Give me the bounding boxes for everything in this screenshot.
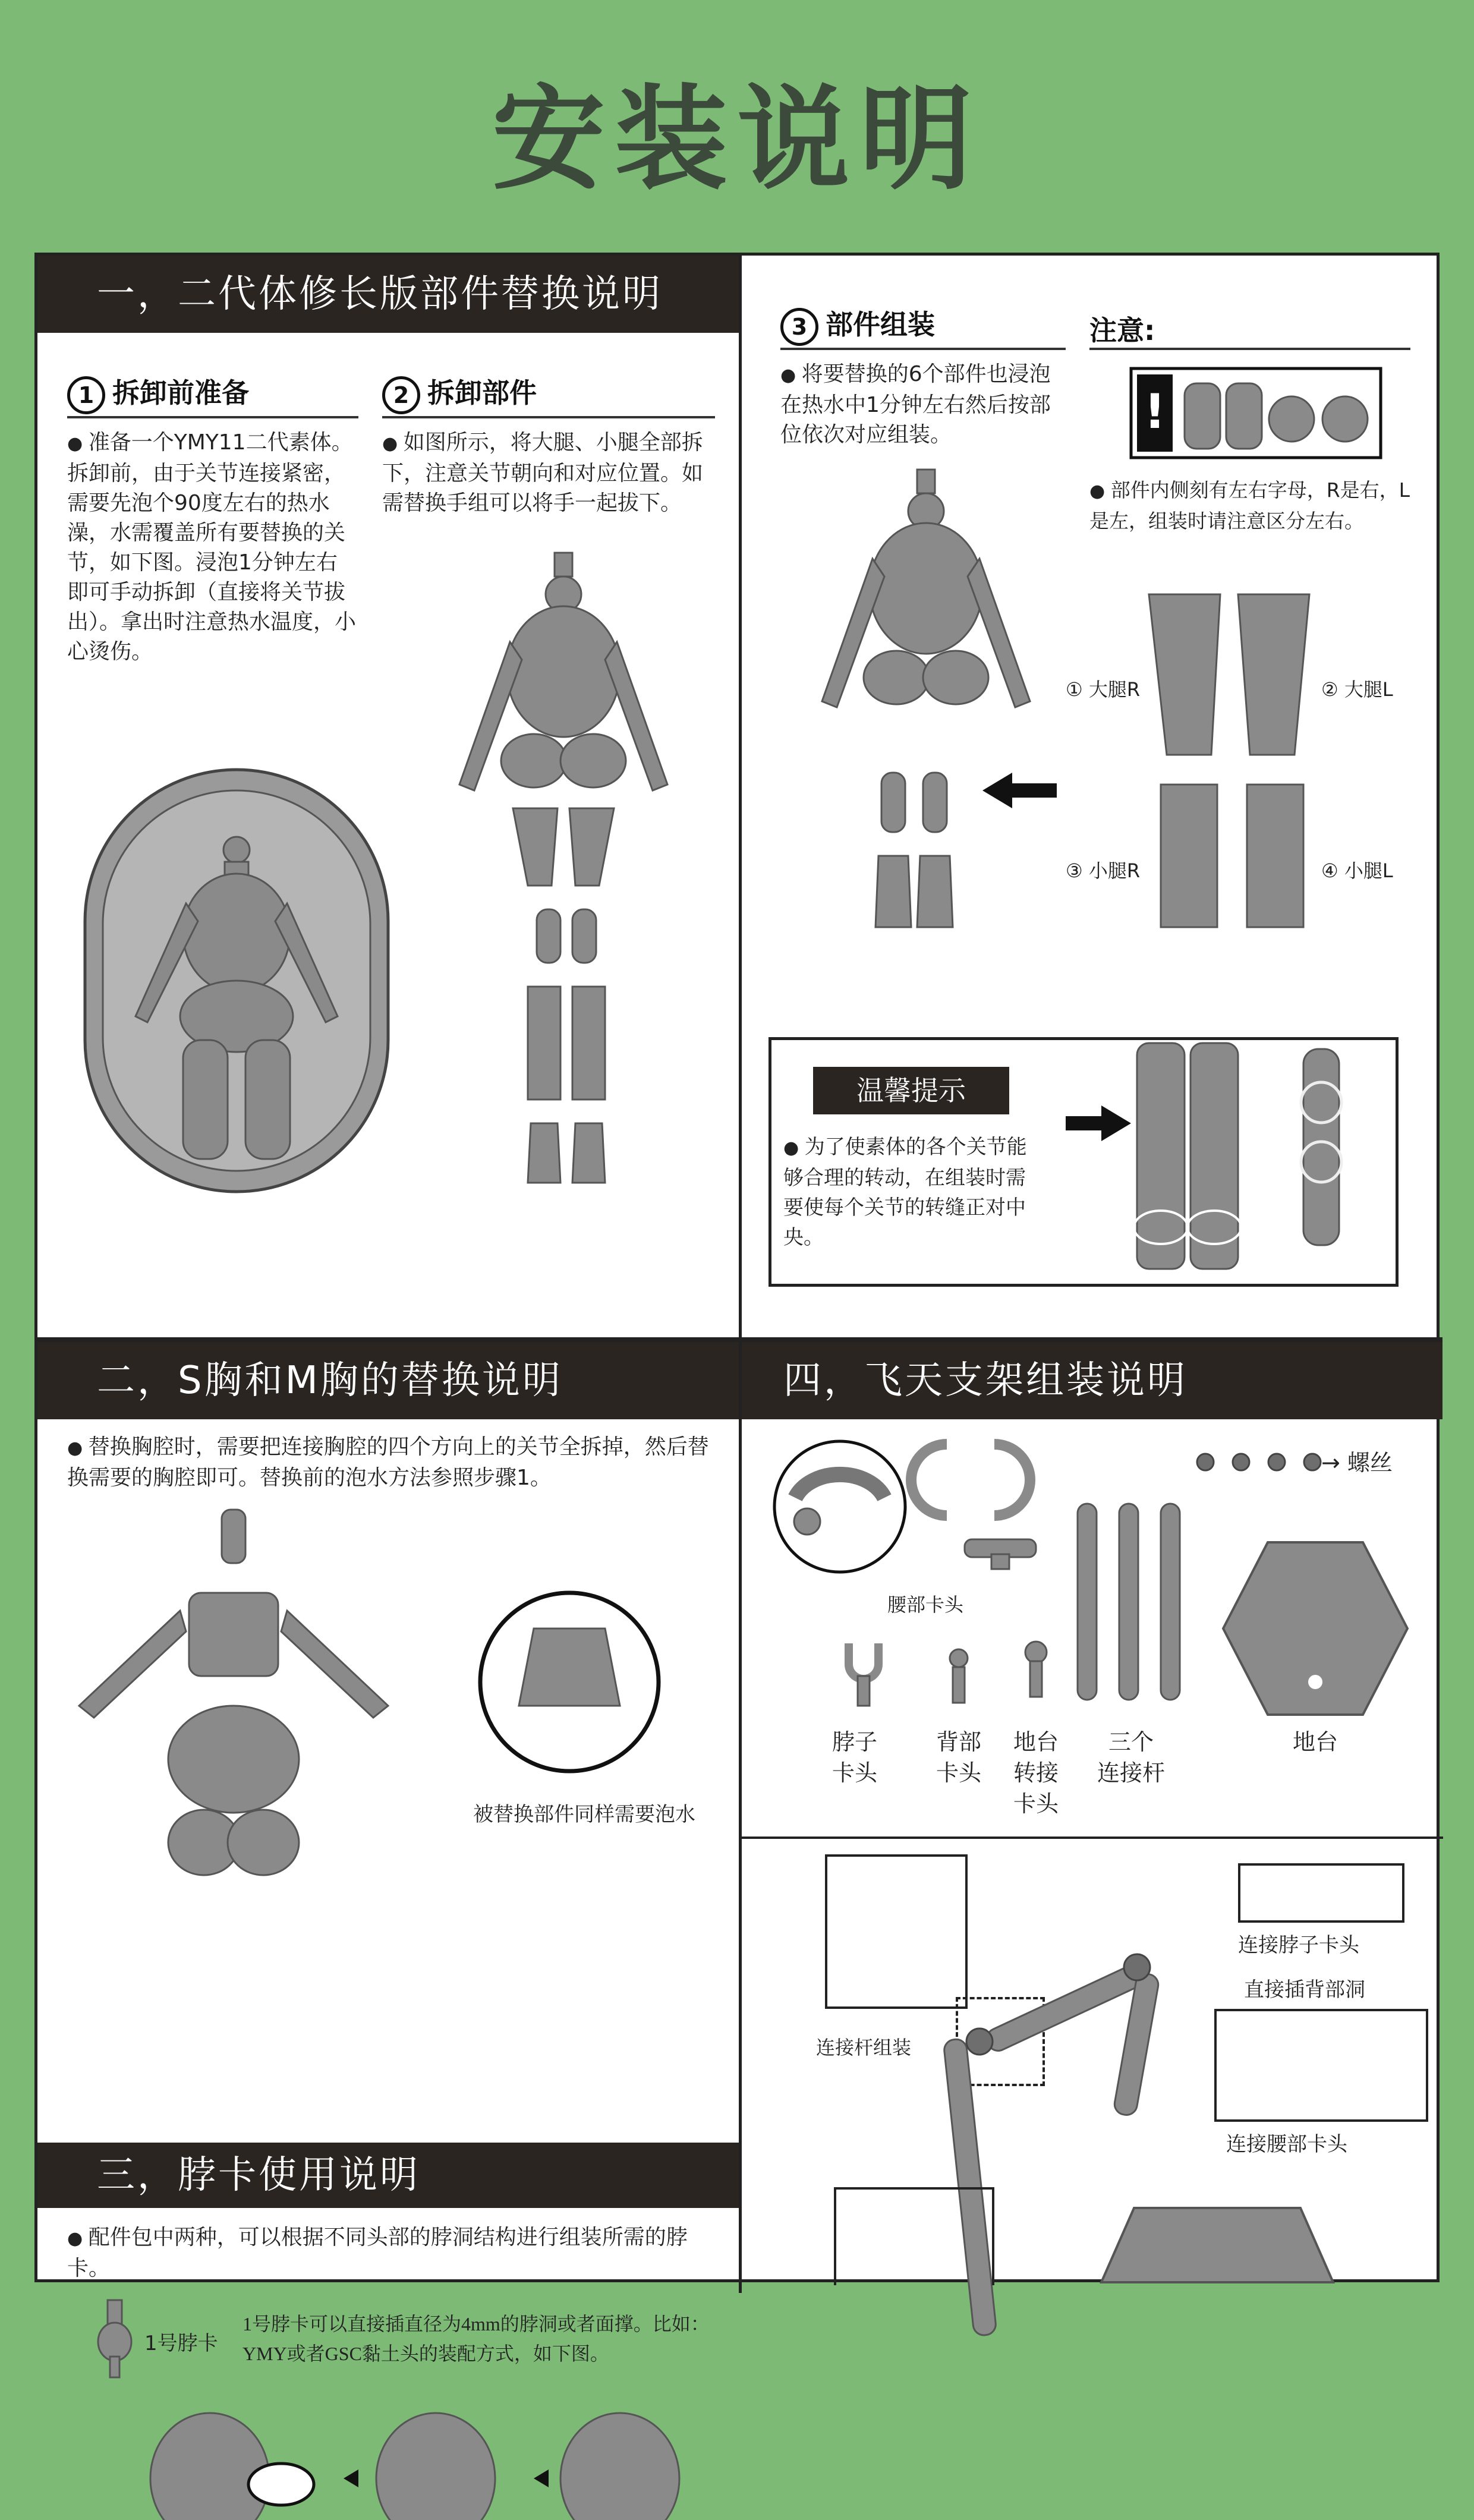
- assembly-body-figure: [798, 470, 1054, 1004]
- disassembled-body-figure: [424, 553, 703, 1236]
- step2-title: [382, 371, 537, 414]
- assembly-label-rods: 连接杆组装: [816, 2036, 912, 2059]
- replaced-chest-figure: [474, 1587, 664, 1777]
- part-label-base-adapter: 地台 转接 卡头: [1013, 1729, 1059, 1817]
- waist-label: 腰部卡头: [887, 1593, 964, 1616]
- waist-clip-arms-figure: [917, 1438, 1024, 1527]
- waist-clip-closeup-figure: [771, 1438, 908, 1575]
- divider-vertical-bottom: [739, 1342, 742, 2293]
- section3-header: 三，脖卡使用说明: [37, 2143, 739, 2208]
- step2-title-text: 拆卸部件: [427, 377, 537, 409]
- screw-label: → 螺丝: [1321, 1450, 1393, 1476]
- part-label-neck-clip: 脖子 卡头: [832, 1729, 877, 1786]
- tip-title: 温馨提示: [813, 1067, 1009, 1114]
- step3-underline: [780, 348, 1066, 350]
- neck-clip-inset: [1238, 1863, 1404, 1923]
- step3-title: [780, 303, 935, 346]
- assembly-label-back: 直接插背部洞: [1244, 1978, 1365, 2002]
- neck-label: 1号脖卡: [144, 2332, 218, 2355]
- svg-text:!: !: [1144, 384, 1166, 439]
- part-label-back-clip: 背部 卡头: [936, 1729, 981, 1786]
- step2-number: 2: [382, 376, 420, 414]
- step3-title-text: 部件组装: [826, 308, 935, 341]
- base-adapter-clip-figure: [1021, 1640, 1051, 1706]
- label-shin-l: ④ 小腿L: [1321, 859, 1393, 882]
- back-clip-figure: [944, 1646, 974, 1712]
- connecting-rods-figure: [1072, 1492, 1190, 1712]
- step3-number: 3: [780, 308, 818, 346]
- divider-section4: [742, 1837, 1443, 1839]
- step1-underline: [67, 416, 358, 418]
- page-title: 安装说明: [492, 74, 982, 205]
- waist-clip-inset: [1214, 2009, 1428, 2122]
- step2-underline: [382, 416, 715, 418]
- step3-text: ● 将要替换的6个部件也浸泡在热水中1分钟左右然后按部位依次对应组装。: [780, 360, 1072, 450]
- waist-clip-base-figure: [965, 1533, 1036, 1569]
- assembly-label-waist: 连接腰部卡头: [1226, 2132, 1347, 2156]
- section2-header: 二，S胸和M胸的替换说明: [37, 1342, 739, 1419]
- base-plate-figure: [1098, 2202, 1336, 2285]
- chest-caption: 被替换部件同样需要泡水: [473, 1803, 695, 1826]
- leg-parts-figure: [1143, 588, 1321, 945]
- screws-figure: [1193, 1450, 1336, 1474]
- label-thigh-r: ① 大腿R: [1066, 678, 1141, 701]
- step1-title-text: 拆卸前准备: [112, 377, 249, 409]
- divider-horizontal: [37, 1337, 1442, 1342]
- note-title: 注意:: [1089, 314, 1155, 346]
- bath-figure: [82, 767, 391, 1195]
- section4-header: 四，飞天支架组装说明: [742, 1342, 1442, 1419]
- head-assembly-figure: [144, 2413, 679, 2520]
- section1-header: 一，二代体修长版部件替换说明: [37, 256, 739, 333]
- tip-legs-figure: [1113, 1043, 1375, 1275]
- neck-clip-figure: [843, 1640, 884, 1712]
- section2-text: ● 替换胸腔时，需要把连接胸腔的四个方向上的关节全拆掉，然后替换需要的胸腔即可。替换前的泡水方法参照步骤1。: [67, 1432, 721, 1493]
- step1-number: 1: [67, 376, 105, 414]
- note-text: ● 部件内侧刻有左右字母，R是右，L是左，组装时请注意区分左右。: [1089, 475, 1428, 536]
- base-joint-inset: [834, 2187, 994, 2285]
- tip-text: ● 为了使素体的各个关节能够合理的转动，在组装时需要使每个关节的转缝正对中央。: [783, 1132, 1039, 1252]
- neck-joint-figure: [97, 2300, 133, 2377]
- base-stand-figure: [1220, 1539, 1410, 1718]
- neck-text: 1号脖卡可以直接插直径为4mm的脖洞或者面撑。比如：YMY或者GSC黏土头的装配方式，如下图。: [242, 2313, 710, 2364]
- warning-parts-figure: [1131, 368, 1381, 458]
- chest-swap-figure: [61, 1510, 418, 1878]
- label-thigh-l: ② 大腿L: [1321, 678, 1393, 701]
- label-shin-r: ③ 小腿R: [1066, 859, 1141, 882]
- divider-vertical-top: [739, 256, 742, 1337]
- step1-title: [67, 371, 249, 414]
- part-label-base: 地台: [1292, 1729, 1338, 1755]
- step1-text: ● 准备一个YMY11二代素体。拆卸前，由于关节连接紧密，需要先泡个90度左右的热水澡，水需覆盖所有要替换的关节，如下图。浸泡1分钟左右即可手动拆卸（直接将关节拔出）。拿出时注意热水温度，小心烫伤。: [67, 428, 358, 667]
- step2-text: ● 如图所示，将大腿、小腿全部拆下，注意关节朝向和对应位置。如需替换手组可以将手一起拔下。: [382, 428, 715, 518]
- rod-assembly-inset: [825, 1854, 968, 2009]
- assembly-label-neck: 连接脖子卡头: [1238, 1933, 1359, 1957]
- instruction-sheet: [34, 253, 1440, 2364]
- section3-text: ● 配件包中两种，可以根据不同头部的脖洞结构进行组装所需的脖卡。: [67, 2223, 721, 2283]
- note-underline: [1089, 348, 1410, 350]
- part-label-rods: 三个 连接杆: [1097, 1729, 1165, 1786]
- arrow-left-icon: [982, 773, 1060, 808]
